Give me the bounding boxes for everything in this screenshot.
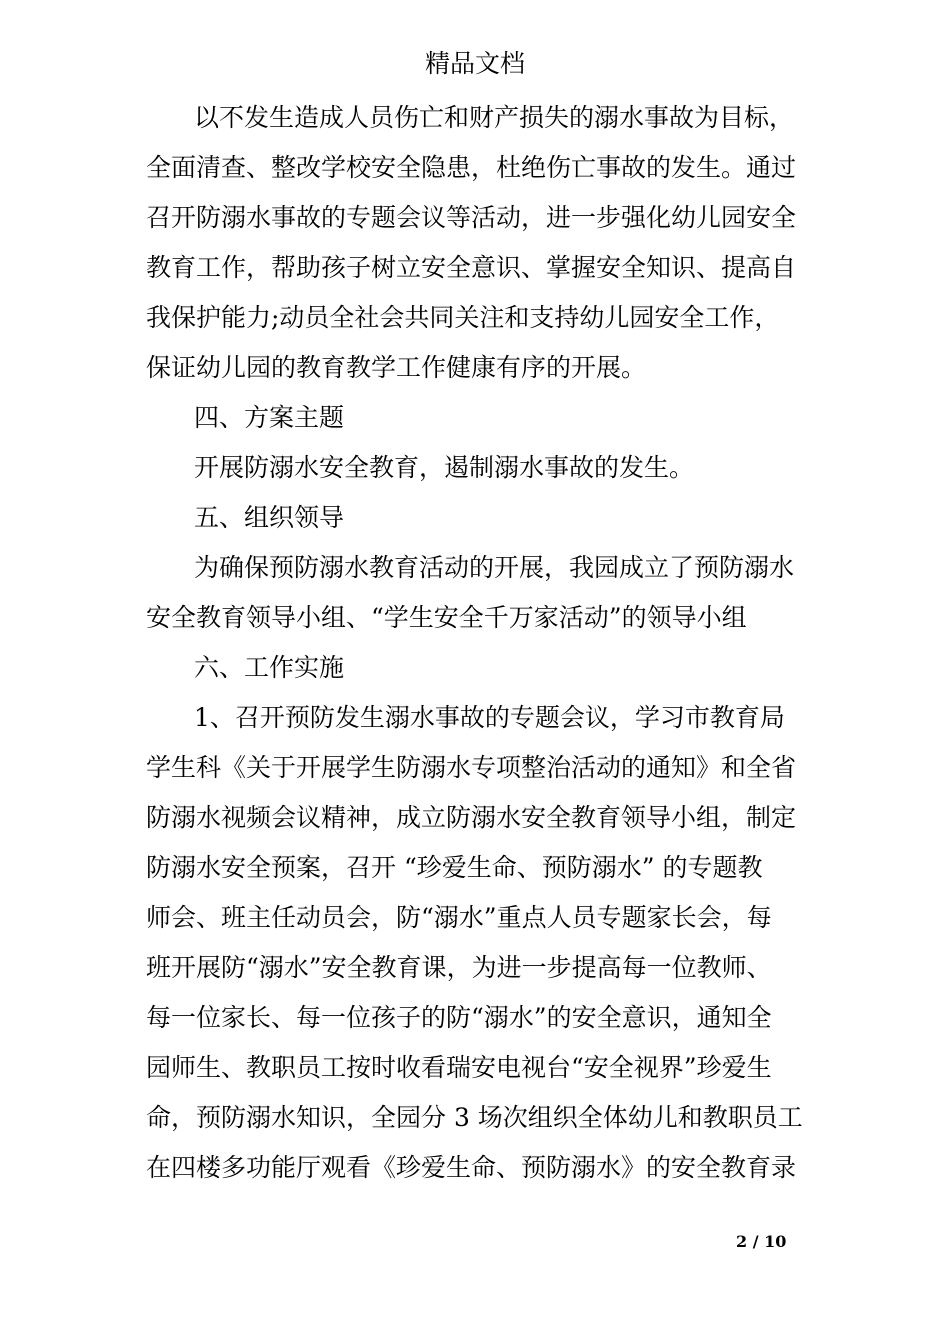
section-heading: 五、组织领导 — [194, 503, 345, 532]
paragraph-line: 防溺水安全预案，召开 “珍爱生命、预防溺水” 的专题教 — [146, 853, 763, 882]
paragraph-line: 防溺水视频会议精神，成立防溺水安全教育领导小组，制定 — [146, 803, 797, 832]
page-header-title: 精品文档 — [424, 49, 525, 78]
paragraph-line: 学生科《关于开展学生防溺水专项整治活动的通知》和全省 — [146, 753, 797, 782]
paragraph-line: 保证幼儿园的教育教学工作健康有序的开展。 — [146, 353, 647, 382]
paragraph-line: 开展防溺水安全教育，遏制溺水事故的发生。 — [194, 453, 695, 482]
paragraph-line: 安全教育领导小组、“学生安全千万家活动”的领导小组 — [146, 603, 747, 632]
section-heading: 四、方案主题 — [194, 403, 345, 432]
paragraph-line: 召开防溺水事故的专题会议等活动，进一步强化幼儿园安全 — [146, 203, 797, 232]
section-heading: 六、工作实施 — [194, 653, 345, 682]
paragraph-line: 以不发生造成人员伤亡和财产损失的溺水事故为目标， — [194, 103, 795, 132]
paragraph-line: 班开展防“溺水”安全教育课，为进一步提高每一位教师、 — [146, 953, 772, 982]
paragraph-line: 1、召开预防发生溺水事故的专题会议，学习市教育局 — [194, 703, 785, 732]
paragraph-line: 教育工作，帮助孩子树立安全意识、掌握安全知识、提高自 — [146, 253, 797, 282]
paragraph-line: 为确保预防溺水教育活动的开展，我园成立了预防溺水 — [194, 553, 795, 582]
page-number: 2 / 10 — [736, 1232, 787, 1251]
paragraph-line: 园师生、教职员工按时收看瑞安电视台“安全视界”珍爱生 — [146, 1053, 772, 1082]
paragraph-line: 师会、班主任动员会，防“溺水”重点人员专题家长会，每 — [146, 903, 772, 932]
paragraph-line: 我保护能力;动员全社会共同关注和支持幼儿园安全工作， — [146, 303, 780, 332]
paragraph-line: 每一位家长、每一位孩子的防“溺水”的安全意识，通知全 — [146, 1003, 772, 1032]
paragraph-line: 全面清查、整改学校安全隐患，杜绝伤亡事故的发生。通过 — [146, 153, 797, 182]
paragraph-line: 在四楼多功能厅观看《珍爱生命、预防溺水》的安全教育录 — [146, 1153, 797, 1182]
paragraph-line: 命，预防溺水知识，全园分 3 场次组织全体幼儿和教职员工 — [146, 1103, 803, 1132]
